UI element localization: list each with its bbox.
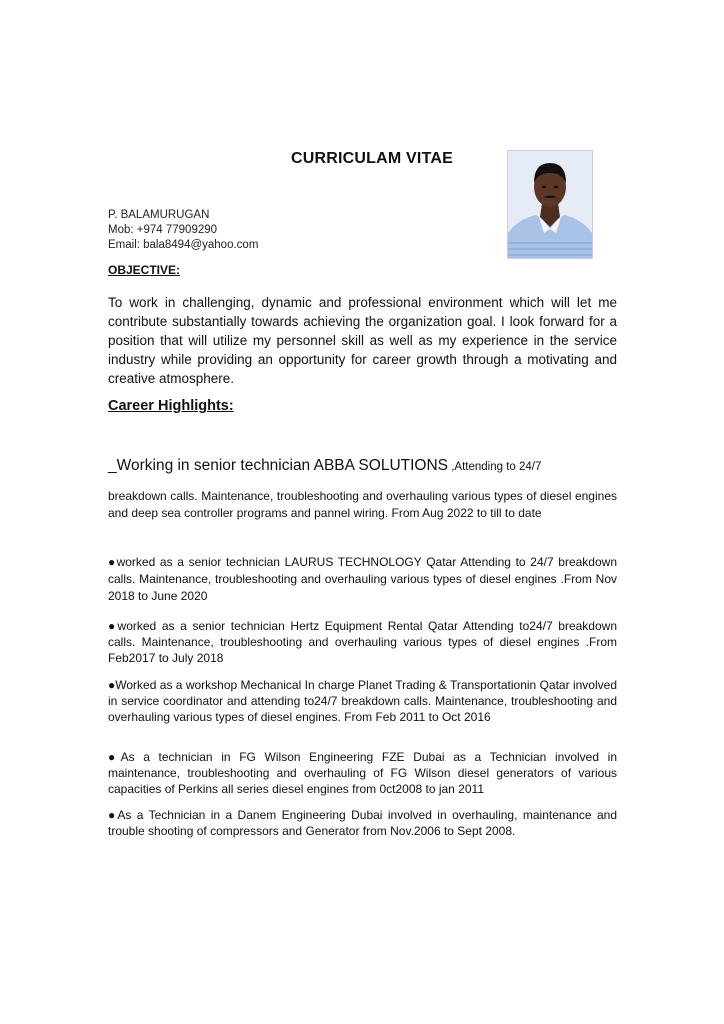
contact-block — [108, 208, 258, 253]
objective-heading: OBJECTIVE: — [108, 263, 181, 277]
career-entry: breakdown calls. Maintenance, troubleshooting and overhauling various types of diesel engines and deep sea controller programs and pannel wiring. From Aug 2022 to till to date — [108, 489, 617, 520]
career-entry: ●As a technician in FG Wilson Engineering FZE Dubai as a Technician involved in maintenance, troubleshooting and overhauling of FG Wilson diesel generators of various capacities of Perkins all series diesel engines from 0ct2008 to jan 2011 — [108, 750, 617, 796]
objective-text: To work in challenging, dynamic and professional environment which will let me contribute substantially towards achieving the organization goal. I look forward for a position that will utilize my personnel skill as well as my experience in the service industry while providing an opportunity for career growth through a motivating and creative atmosphere. — [108, 295, 617, 386]
mobile-number: Mob: +974 77909290 — [108, 224, 218, 236]
document-title: CURRICULAM VITAE — [290, 150, 453, 167]
career-first-line-main: _Working in senior technician ABBA SOLUTIONS — [108, 457, 449, 474]
career-entry: ●Worked as a workshop Mechanical In charge Planet Trading & Transportationin Qatar involved in service coordinator and attending to24/7 breakdown calls. Maintenance, troubleshooting and overhauling various types of diesel engines. From Feb 2011 to Oct 2016 — [108, 678, 617, 724]
career-entry: ●As a Technician in a Danem Engineering Dubai involved in overhauling, maintenance and trouble shooting of compressors and Generator from Nov.2006 to Sept 2008. — [108, 808, 617, 838]
career-entry: ●worked as a senior technician LAURUS TECHNOLOGY Qatar Attending to 24/7 breakdown calls. Maintenance, troubleshooting and overhauling various types of diesel engines .From Nov 2018 to June 2020 — [108, 555, 617, 603]
career-first-line — [108, 457, 541, 475]
career-entry: ●worked as a senior technician Hertz Equipment Rental Qatar Attending to24/7 breakdown calls. Maintenance, troubleshooting and overhauling various types of diesel engines .From Feb2017 to July 2018 — [108, 619, 617, 665]
profile-photo — [507, 150, 593, 259]
email-address: Email: bala8494@yahoo.com — [108, 239, 259, 251]
career-heading: Career Highlights: — [108, 398, 234, 414]
career-first-line-tail: ,Attending to 24/7 — [448, 461, 542, 473]
candidate-name: P. BALAMURUGAN — [108, 209, 210, 221]
